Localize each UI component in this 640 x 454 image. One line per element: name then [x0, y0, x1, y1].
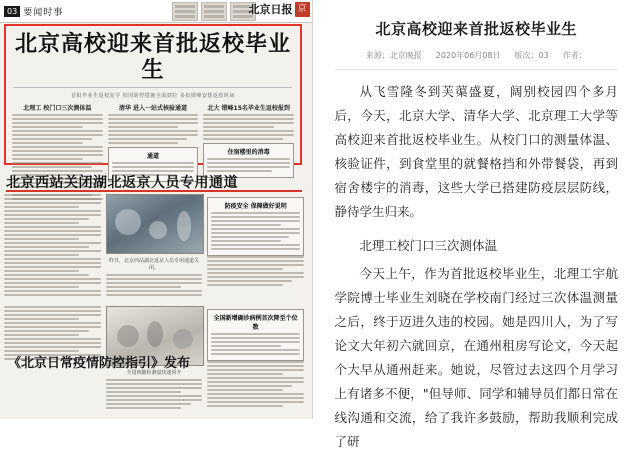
- inset-title: 住宿楼里的消毒: [227, 149, 270, 156]
- article-divider: [335, 69, 618, 70]
- inset-box: [207, 197, 304, 256]
- column-kicker: 北大 错峰15名毕业生返校报到: [207, 105, 290, 112]
- article-meta: [335, 50, 618, 61]
- column-kicker: 北理工 校门口三次测体温: [23, 105, 92, 112]
- newspaper-header: [0, 0, 312, 23]
- masthead: [249, 1, 310, 17]
- secondary-headline: 北京西站关闭湖北返京人员专用通道: [6, 175, 238, 191]
- body-text: [108, 114, 199, 144]
- newspaper-headline: 北京高校迎来首批返校毕业生: [14, 32, 291, 83]
- lead-story-box: [4, 24, 302, 165]
- bottom-headline: 《北京日常疫情防控指引》发布: [8, 356, 191, 371]
- middle-column-2: [106, 194, 203, 304]
- newspaper-photo: [106, 194, 205, 254]
- body-text: [203, 114, 294, 140]
- meta-author: [563, 50, 587, 61]
- body-text: [207, 361, 304, 407]
- thumbnail: [201, 2, 227, 21]
- bottom-column-3: [207, 306, 304, 416]
- body-text: [211, 333, 300, 355]
- inset-title: 全国新增确诊病例首次降至个位数: [213, 315, 298, 331]
- meta-author-label: 作者：: [562, 51, 587, 60]
- middle-column-3: [207, 194, 304, 304]
- article-paragraph: 今天上午，作为首批返校毕业生，北理工宇航学院博士毕业生刘晓在学校南门经过三次体温测量之后，终于迈进久违的校园。她是四川人，为了写论文大年初六就回京，在通州租房写论文，今天起个大早从通州赶来。她说，尽管过去这四个月学习上有诸多不便，"但导师、同学和辅导员们都日常在线沟通和交流，给了我许多鼓励，帮助我顺利完成了研: [334, 266, 618, 449]
- masthead-title: 北京日报: [248, 3, 293, 16]
- body-text: [207, 158, 290, 172]
- meta-edition-label: 版次：: [514, 51, 539, 60]
- inset-title: 通道: [147, 153, 160, 160]
- middle-column-1: [4, 194, 101, 304]
- header-thumbnails: [172, 2, 256, 21]
- article-paragraph: 从飞雪隆冬到芙蕖盛夏，阔别校园四个多月后，今天，北京大学、清华大学、北京理工大学等高校迎来首批返校毕业生。从校门口的测量体温、核验证件，到食堂里的就餐格挡和外带餐袋，再到宿舍楼宇的消毒，这些大学已搭建防疫层层防线，静待学生归来。: [334, 84, 618, 219]
- meta-source-label: 来源：: [365, 51, 390, 60]
- body-text: [211, 212, 300, 250]
- body-text: [207, 256, 304, 286]
- inset-title: 防疫安全 保障做好说明: [224, 203, 287, 210]
- meta-date: 2020年06月08日: [435, 51, 501, 60]
- article-subheading: 北理工校门口三次测体温: [359, 238, 498, 253]
- newspaper-scan: [0, 0, 313, 419]
- section-number: 03: [4, 6, 20, 17]
- article-pane: [313, 0, 640, 449]
- thumbnail: [172, 2, 198, 21]
- meta-edition: [515, 50, 549, 61]
- body-text: [106, 379, 203, 409]
- headline-divider: [14, 87, 292, 88]
- page-title: 北京高校迎来首批返校毕业生: [375, 20, 578, 38]
- secondary-headline-rule: [6, 190, 302, 192]
- inset-box: [207, 309, 304, 361]
- photo-caption: 全国核酸检测量快速回升: [126, 370, 182, 376]
- meta-edition-value: 03: [538, 51, 549, 60]
- masthead-seal: 京: [295, 2, 310, 17]
- column-kicker: 清华 进入一站式核验通道: [118, 105, 188, 112]
- middle-section: [4, 194, 304, 304]
- body-text: [4, 194, 101, 296]
- section-name: 要闻时事: [23, 7, 64, 18]
- body-text: [106, 274, 203, 296]
- photo-caption: 昨日，北京西站湖北返京人员专用通道关闭。: [109, 258, 200, 271]
- headline-subline: 首批毕业生返校复学 校园防控措施全面到位 多校错峰安排返校时间: [71, 93, 235, 99]
- meta-source: [366, 50, 422, 61]
- meta-source-value: 北京晚报: [389, 51, 422, 60]
